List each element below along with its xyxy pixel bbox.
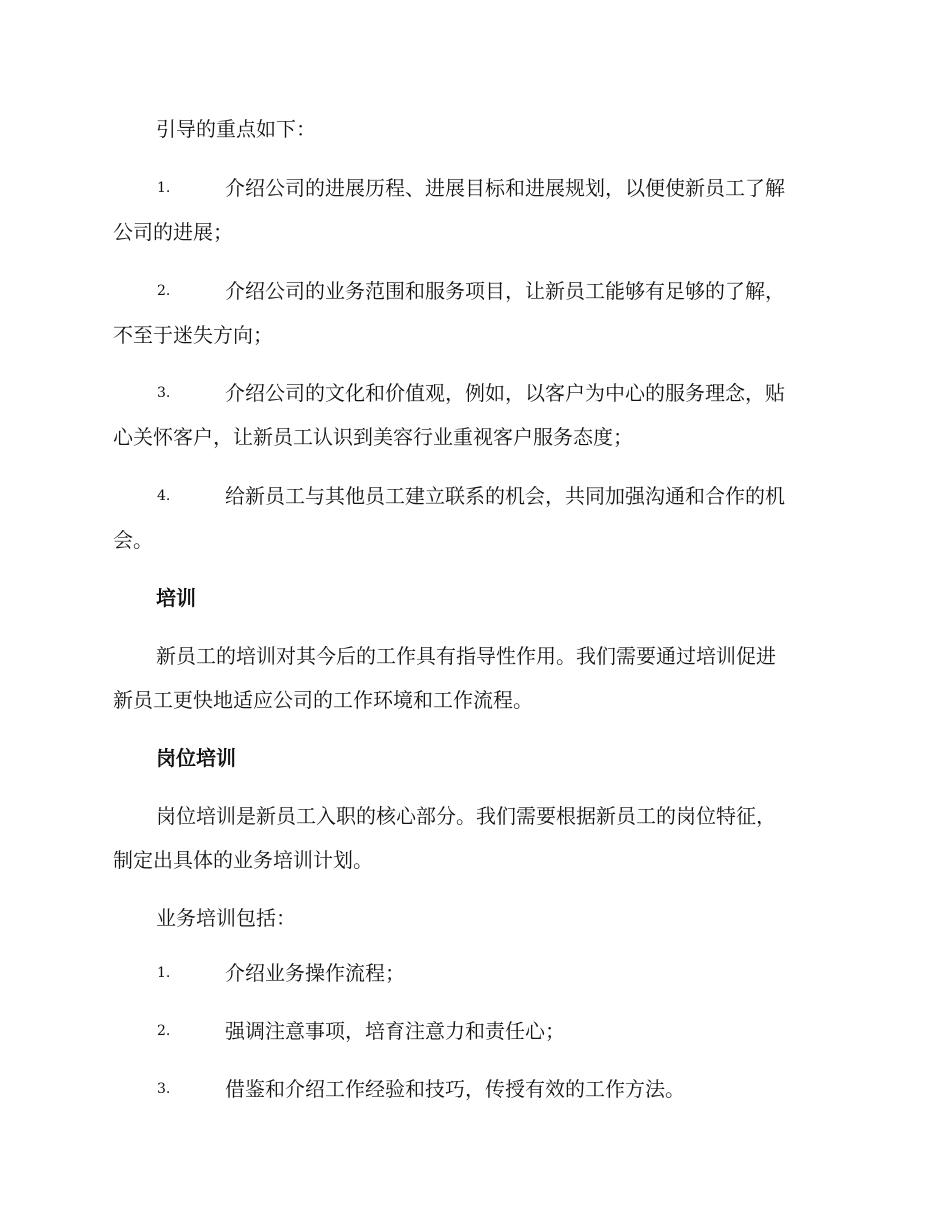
job-training-paragraph-line1: 岗位培训是新员工入职的核心部分。我们需要根据新员工的岗位特征， [156,804,776,828]
job-training-paragraph-line2: 制定出具体的业务培训计划。 [113,848,373,872]
business-training-intro: 业务培训包括： [156,906,296,930]
list-item-text: 介绍公司的进展历程、进展目标和进展规划，以便使新员工了解 [225,176,785,200]
list-item-text-continued: 会。 [113,528,153,552]
list-number: 1. [157,180,171,196]
list-number: 2. [157,1023,171,1039]
list-item-text: 给新员工与其他员工建立联系的机会，共同加强沟通和合作的机 [225,484,785,508]
list-number: 3. [157,385,171,401]
list-item-text: 介绍业务操作流程； [225,961,405,985]
section-heading-training: 培训 [156,586,196,610]
list-number: 2. [157,283,171,299]
training-paragraph-line1: 新员工的培训对其今后的工作具有指导性作用。我们需要通过培训促进 [156,644,776,668]
list-item-text-continued: 不至于迷失方向； [113,323,273,347]
list-item-text: 强调注意事项，培育注意力和责任心； [225,1019,565,1043]
guide-intro: 引导的重点如下： [156,117,316,141]
list-item-text: 介绍公司的业务范围和服务项目，让新员工能够有足够的了解， [225,279,785,303]
list-number: 4. [157,488,171,504]
section-heading-job-training: 岗位培训 [156,746,236,770]
list-item-text-continued: 公司的进展； [113,220,233,244]
list-item-text-continued: 心关怀客户，让新员工认识到美容行业重视客户服务态度； [113,425,633,449]
list-item-text: 介绍公司的文化和价值观，例如，以客户为中心的服务理念，贴 [225,381,785,405]
list-number: 1. [157,965,171,981]
list-item-text: 借鉴和介绍工作经验和技巧，传授有效的工作方法。 [225,1077,685,1101]
training-paragraph-line2: 新员工更快地适应公司的工作环境和工作流程。 [113,688,533,712]
list-number: 3. [157,1081,171,1097]
